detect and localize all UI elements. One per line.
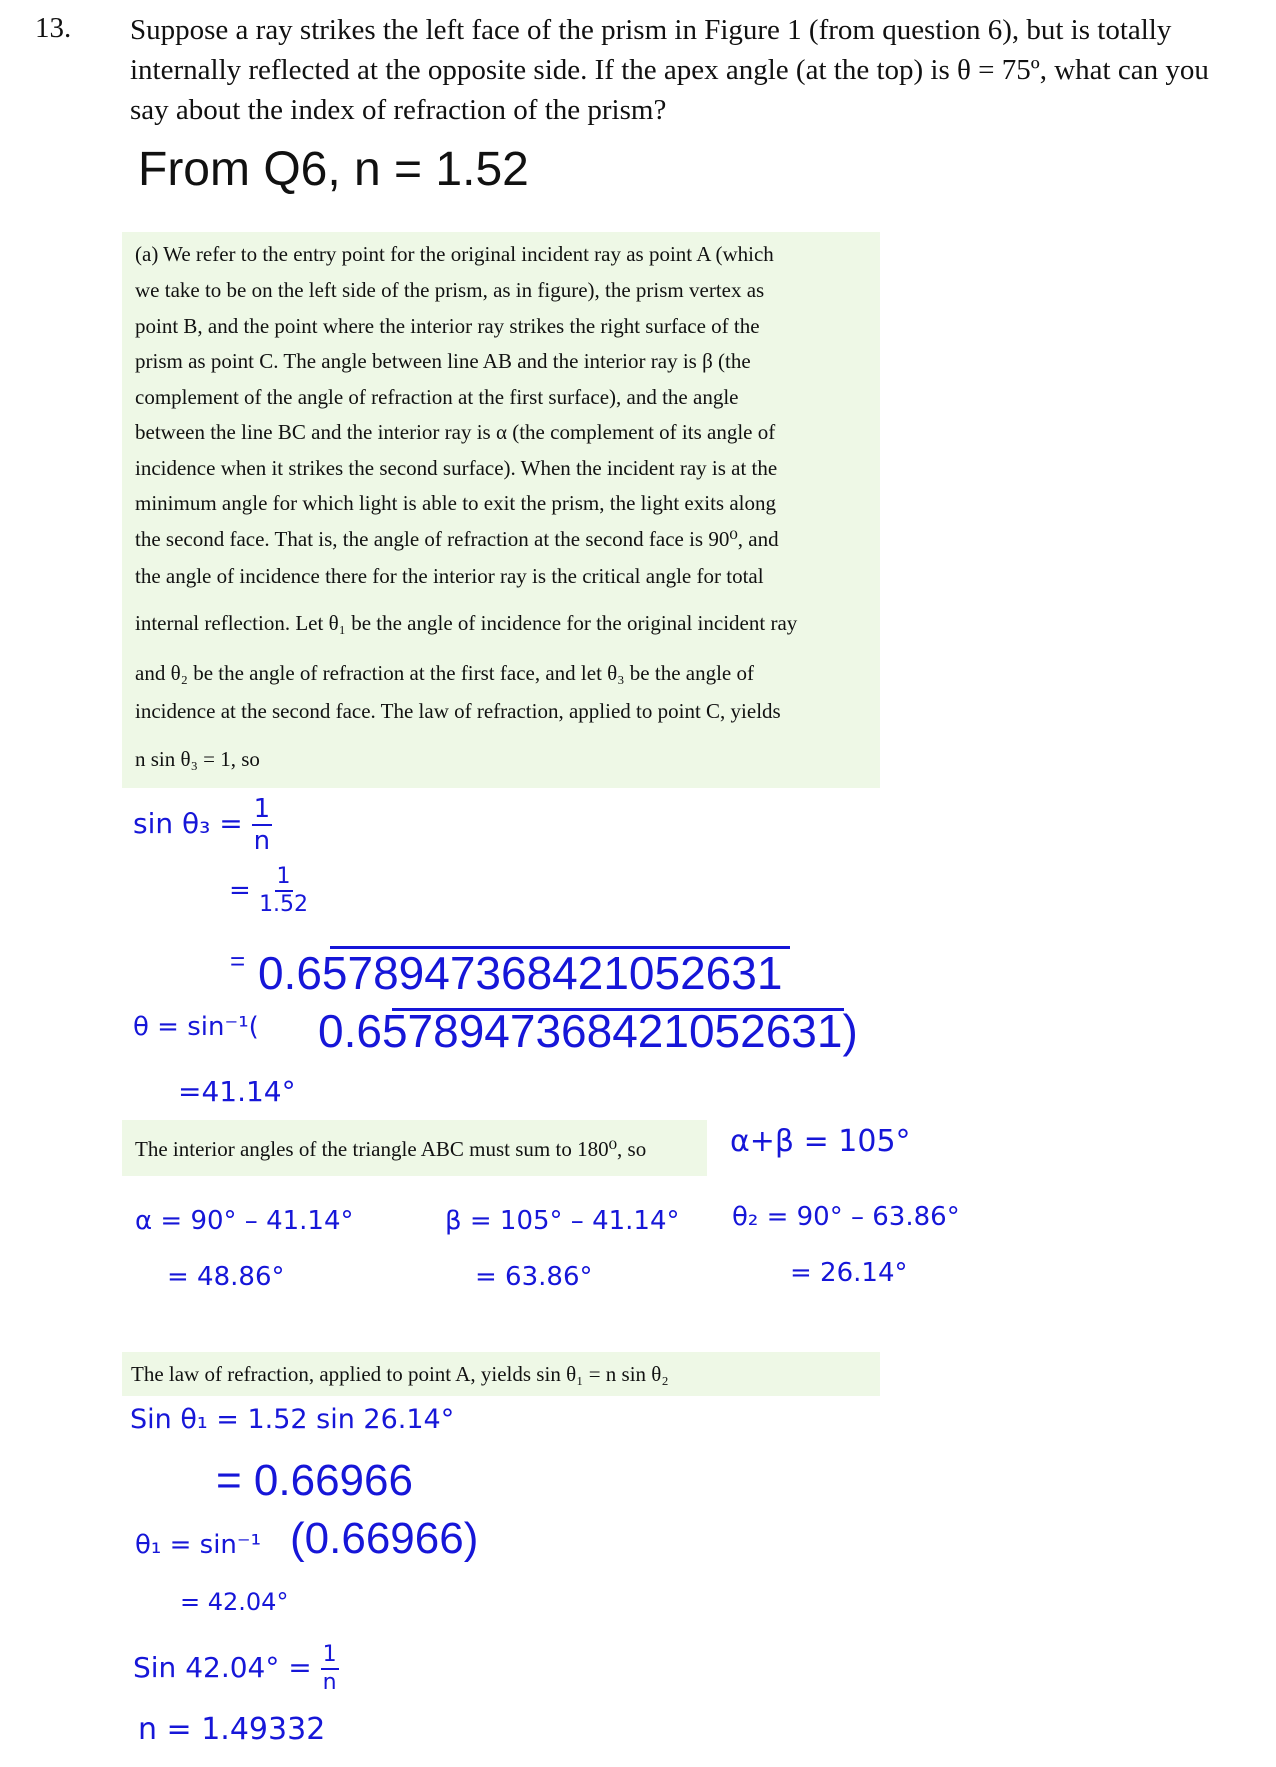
theta3-result: =41.14°: [178, 1075, 296, 1108]
sin-4204-equation: [133, 1644, 339, 1694]
explanation-line: we take to be on the left side of the prism, as in figure), the prism vertex as: [135, 278, 765, 302]
given-index: From Q6, n = 1.52: [138, 143, 529, 196]
theta-inverse-lhs: θ = sin⁻¹(: [133, 1012, 259, 1042]
equals-sign: =: [229, 875, 251, 906]
explanation-line: minimum angle for which light is able to exit the prism, the light exits along: [135, 491, 776, 515]
explanation-line: n sin θ₃ = 1, so: [135, 747, 260, 771]
decimal-value: 0.6578947368421052631: [257, 947, 783, 999]
theta1-result: = 42.04°: [180, 1588, 289, 1616]
fraction-numerator: 1: [321, 1644, 339, 1670]
explanation-line: and θ₂ be the angle of refraction at the first face, and let θ₃ be the angle of: [135, 661, 754, 685]
theta1-inverse-lhs: θ₁ = sin⁻¹: [135, 1530, 262, 1560]
fraction-denominator: n: [253, 826, 271, 856]
one-over-n-value-equation: [229, 866, 308, 916]
fraction-denominator: n: [322, 1670, 337, 1695]
theta2-equation: θ₂ = 90° – 63.86°: [732, 1202, 960, 1232]
explanation-line: (a) We refer to the entry point for the original incident ray as point A (which: [135, 242, 774, 266]
sin-theta3-equation: [133, 796, 272, 854]
decimal-value: 0.6578947368421052631: [318, 1005, 843, 1057]
explanation-line: complement of the angle of refraction at the first surface), and the angle: [135, 385, 739, 409]
sin-theta1-equation: Sin θ₁ = 1.52 sin 26.14°: [130, 1404, 455, 1435]
fraction-one-over-n: [252, 796, 273, 854]
theta-inverse-value: [318, 1004, 858, 1058]
theta2-result: = 26.14°: [790, 1258, 908, 1288]
sin-4204-lhs: Sin 42.04° =: [133, 1651, 312, 1684]
theta-inverse-sine: [133, 1012, 259, 1042]
fraction-one-over-n: [321, 1644, 339, 1694]
fraction-numerator: 1: [275, 866, 293, 892]
explanation-line: incidence when it strikes the second surface). When the incident ray is at the: [135, 456, 778, 480]
beta-equation: β = 105° – 41.14°: [445, 1206, 680, 1236]
beta-result: = 63.86°: [475, 1262, 593, 1292]
question-number: 13.: [35, 12, 72, 44]
equals-sign: =: [230, 946, 246, 976]
final-index-result: n = 1.49332: [138, 1712, 326, 1747]
question-text: Suppose a ray strikes the left face of the prism in Figure 1 (from question 6), but is totally internally reflected at the opposite side. If the apex angle (at the top) is θ = 75º, what can you say about the index of refraction of the prism?: [130, 14, 1209, 126]
fraction-one-over-152: [259, 866, 308, 916]
alpha-equation: α = 90° – 41.14°: [135, 1206, 354, 1236]
law-statement: The law of refraction, applied to point A, yields sin θ₁ = n sin θ₂: [131, 1362, 669, 1386]
explanation-line: between the line BC and the interior ray is α (the complement of its angle of: [135, 420, 776, 444]
explanation-line: the angle of incidence there for the interior ray is the critical angle for total: [135, 564, 764, 588]
triangle-statement: The interior angles of the triangle ABC must sum to 180⁰, so: [135, 1137, 647, 1161]
explanation-line: the second face. That is, the angle of refraction at the second face is 90⁰, and: [135, 527, 779, 551]
fraction-denominator: 1.52: [259, 892, 309, 917]
sin-theta3-lhs: sin θ₃ =: [133, 807, 243, 840]
fraction-numerator: 1: [253, 794, 271, 824]
alpha-beta-sum: α+β = 105°: [730, 1124, 911, 1159]
explanation-line: prism as point C. The angle between line AB and the interior ray is β (the: [135, 349, 751, 373]
explanation-line: internal reflection. Let θ₁ be the angle of incidence for the original incident ray: [135, 611, 798, 635]
theta1-inverse-value: (0.66966): [290, 1514, 479, 1563]
theta1-inverse: [135, 1530, 261, 1560]
close-paren: ): [842, 1005, 858, 1057]
explanation-line: incidence at the second face. The law of refraction, applied to point C, yields: [135, 699, 781, 723]
sin-theta1-value: = 0.66966: [216, 1456, 413, 1505]
alpha-result: = 48.86°: [167, 1262, 285, 1292]
sin-theta3-value: [230, 946, 782, 1000]
explanation-line: point B, and the point where the interior ray strikes the right surface of the: [135, 314, 760, 338]
